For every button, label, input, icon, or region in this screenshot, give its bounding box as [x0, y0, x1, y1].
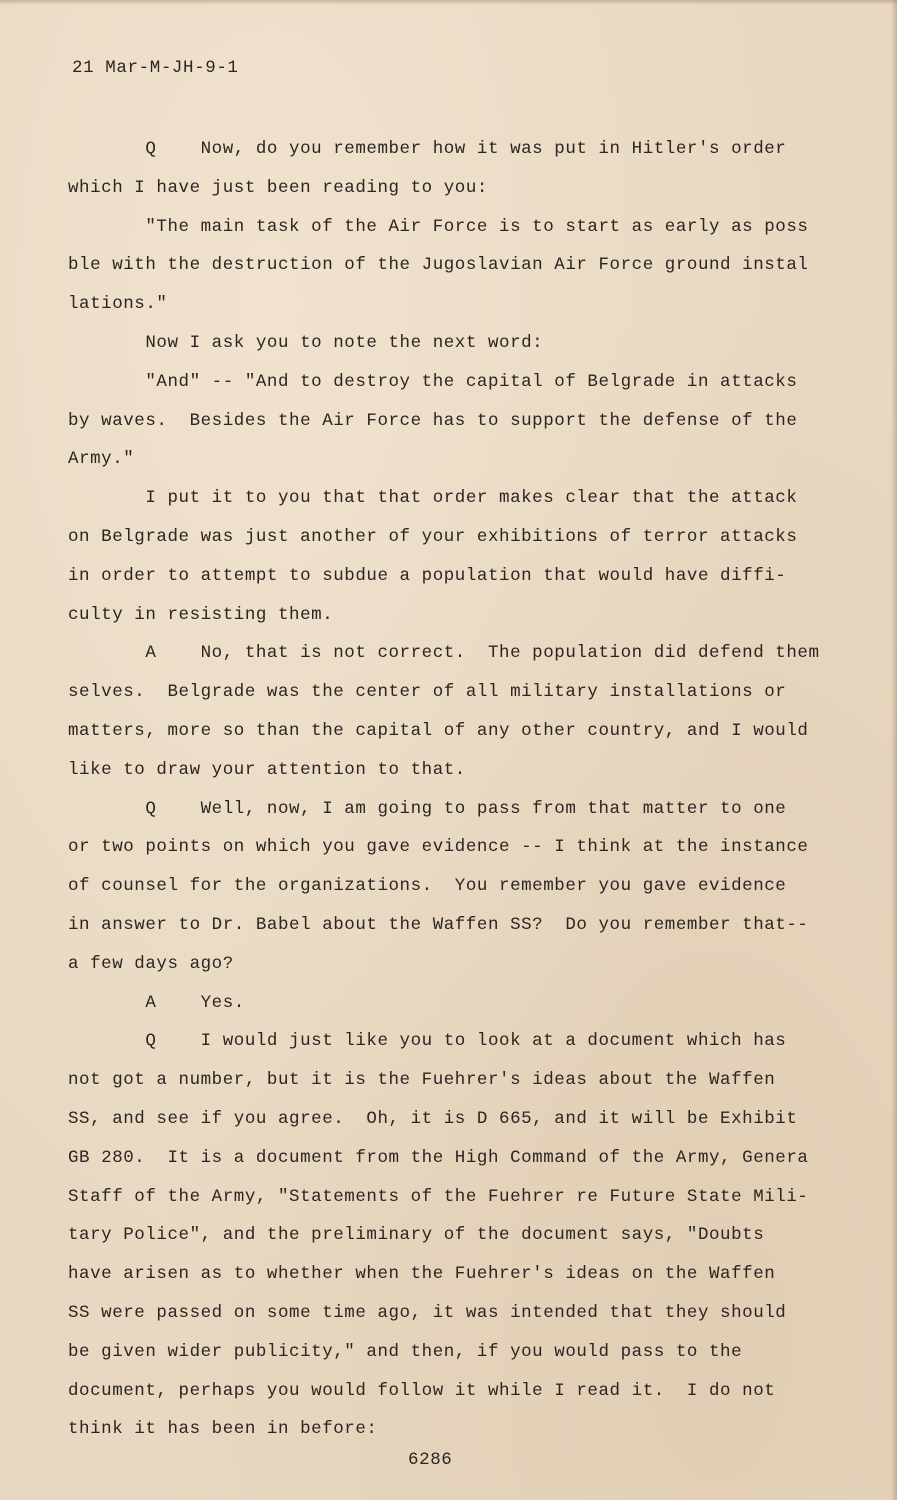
text-line: in order to attempt to subdue a population that would have diffi-	[68, 565, 787, 586]
text-line: a few days ago?	[68, 953, 234, 974]
text-line: Now I ask you to note the next word:	[68, 332, 544, 353]
text-line: GB 280. It is a document from the High Command of the Army, Genera	[68, 1147, 809, 1168]
text-line: I put it to you that that order makes clear that the attack	[68, 488, 798, 509]
text-line: A No, that is not correct. The population did defend them	[68, 643, 820, 664]
text-line: Army."	[68, 449, 135, 470]
paper-edge-right	[891, 0, 897, 1500]
text-line: document, perhaps you would follow it while I read it. I do not	[68, 1380, 776, 1401]
text-line: lations."	[68, 294, 168, 315]
text-line: Q Now, do you remember how it was put in Hitler's order	[68, 139, 787, 159]
transcript-body	[68, 130, 848, 1449]
text-line: SS, and see if you agree. Oh, it is D 665, and it will be Exhibit	[68, 1108, 798, 1129]
page-header-reference: 21 Mar-M-JH-9-1	[72, 58, 239, 78]
text-line: "And" -- "And to destroy the capital of Belgrade in attacks	[68, 371, 798, 392]
text-line: culty in resisting them.	[68, 604, 334, 625]
text-line: in answer to Dr. Babel about the Waffen SS? Do you remember that--	[68, 914, 809, 935]
text-line: "The main task of the Air Force is to start as early as poss	[68, 216, 809, 237]
text-line: tary Police", and the preliminary of the document says, "Doubts	[68, 1225, 765, 1246]
text-line: be given wider publicity," and then, if you would pass to the	[68, 1341, 743, 1362]
text-line: A Yes.	[68, 992, 245, 1013]
text-line: of counsel for the organizations. You remember you gave evidence	[68, 876, 787, 897]
text-line: by waves. Besides the Air Force has to support the defense of the	[68, 410, 798, 431]
text-line: which I have just been reading to you:	[68, 177, 488, 198]
text-line: SS were passed on some time ago, it was intended that they should	[68, 1302, 787, 1323]
paper-edge-top	[0, 0, 897, 5]
page-number: 6286	[408, 1450, 453, 1470]
text-line: think it has been in before:	[68, 1419, 378, 1440]
text-line: selves. Belgrade was the center of all military installations or	[68, 682, 787, 703]
text-line: not got a number, but it is the Fuehrer's ideas about the Waffen	[68, 1070, 776, 1091]
text-line: Q I would just like you to look at a document which has	[68, 1031, 787, 1052]
text-line: matters, more so than the capital of any other country, and I would	[68, 720, 809, 741]
text-line: have arisen as to whether when the Fuehrer's ideas on the Waffen	[68, 1264, 776, 1285]
text-line: Staff of the Army, "Statements of the Fuehrer re Future State Mili-	[68, 1186, 809, 1207]
text-line: or two points on which you gave evidence -- I think at the instance	[68, 837, 809, 858]
text-line: Q Well, now, I am going to pass from that matter to one	[68, 798, 787, 819]
text-line: like to draw your attention to that.	[68, 759, 466, 780]
text-line: ble with the destruction of the Jugoslavian Air Force ground instal	[68, 255, 809, 276]
text-line: on Belgrade was just another of your exhibitions of terror attacks	[68, 526, 798, 547]
